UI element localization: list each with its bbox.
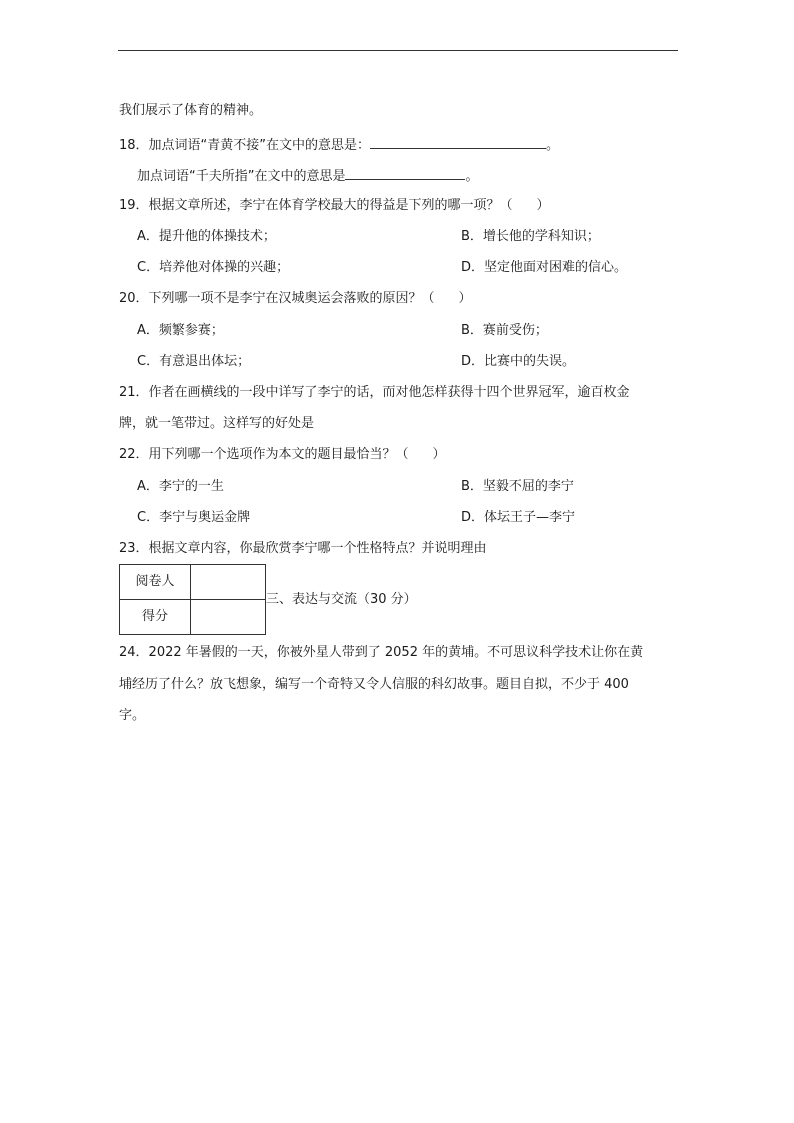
question-20-text: 20．下列哪一项不是李宁在汉城奥运会落败的原因？（ [119,291,435,306]
score-table [119,564,266,635]
intro-line: 我们展示了体育的精神。 [119,103,263,118]
option-19-a: A．提升他的体操技术； [137,229,276,244]
question-20-close: ） [458,291,472,306]
score-label: 得分 [120,600,191,635]
question-18-line-1 [119,134,559,155]
question-22-stem [119,446,446,464]
option-20-c: C．有意退出体坛； [137,354,251,369]
header-rule [118,50,678,51]
question-19-stem [119,197,550,215]
option-22-b: B．坚毅不屈的李宁 [461,479,574,494]
option-20-d: D．比赛中的失误。 [461,354,576,369]
score-row-score [120,600,266,635]
question-19-text: 19．根据文章所述，李宁在体育学校最大的得益是下列的哪一项？（ [119,198,513,213]
answer-blank-18a[interactable] [370,134,546,149]
question-21-line-2: 牌，就一笔带过。这样写的好处是 [119,416,315,431]
reviewer-value-cell[interactable] [191,565,266,600]
question-19-close: ） [536,198,550,213]
question-21-line-1: 21．作者在画横线的一段中详写了李宁的话，而对他怎样获得十四个世界冠军，逾百枚金 [119,385,630,400]
option-19-c: C．培养他对体操的兴趣； [137,260,290,275]
question-24-line-1: 24．2022 年暑假的一天，你被外星人带到了 2052 年的黄埔。不可思议科学技术让你在黄 [119,645,644,660]
option-22-a: A．李宁的一生 [137,479,224,494]
question-18-suffix: 。 [546,138,560,153]
answer-blank-18b[interactable] [345,165,465,180]
question-23-stem: 23．根据文章内容，你最欣赏李宁哪一个性格特点？并说明理由 [119,541,487,556]
option-20-b: B．赛前受伤； [461,323,548,338]
question-22-text: 22．用下列哪一个选项作为本文的题目最恰当？（ [119,447,409,462]
question-18b-prefix: 加点词语“千夫所指”在文中的意思是 [137,169,346,184]
option-22-d: D．体坛王子—李宁 [461,510,576,525]
option-19-b: B．增长他的学科知识； [461,229,600,244]
score-row-reviewer [120,565,266,600]
question-18-line-2 [137,165,479,186]
question-18b-suffix: 。 [465,169,479,184]
option-22-c: C．李宁与奥运金牌 [137,510,251,525]
question-24-line-2: 埔经历了什么？放飞想象，编写一个奇特又令人信服的科幻故事。题目自拟，不少于 400 [119,677,629,692]
score-value-cell[interactable] [191,600,266,635]
option-19-d: D．坚定他面对困难的信心。 [461,260,628,275]
reviewer-label: 阅卷人 [120,565,191,600]
option-20-a: A．频繁参赛； [137,323,224,338]
question-18-prefix: 18．加点词语“青黄不接”在文中的意思是： [119,138,371,153]
question-20-stem [119,290,472,308]
section-3-title: 三、表达与交流（30 分） [266,592,417,607]
question-24-line-3: 字。 [119,708,146,723]
question-22-close: ） [432,447,446,462]
